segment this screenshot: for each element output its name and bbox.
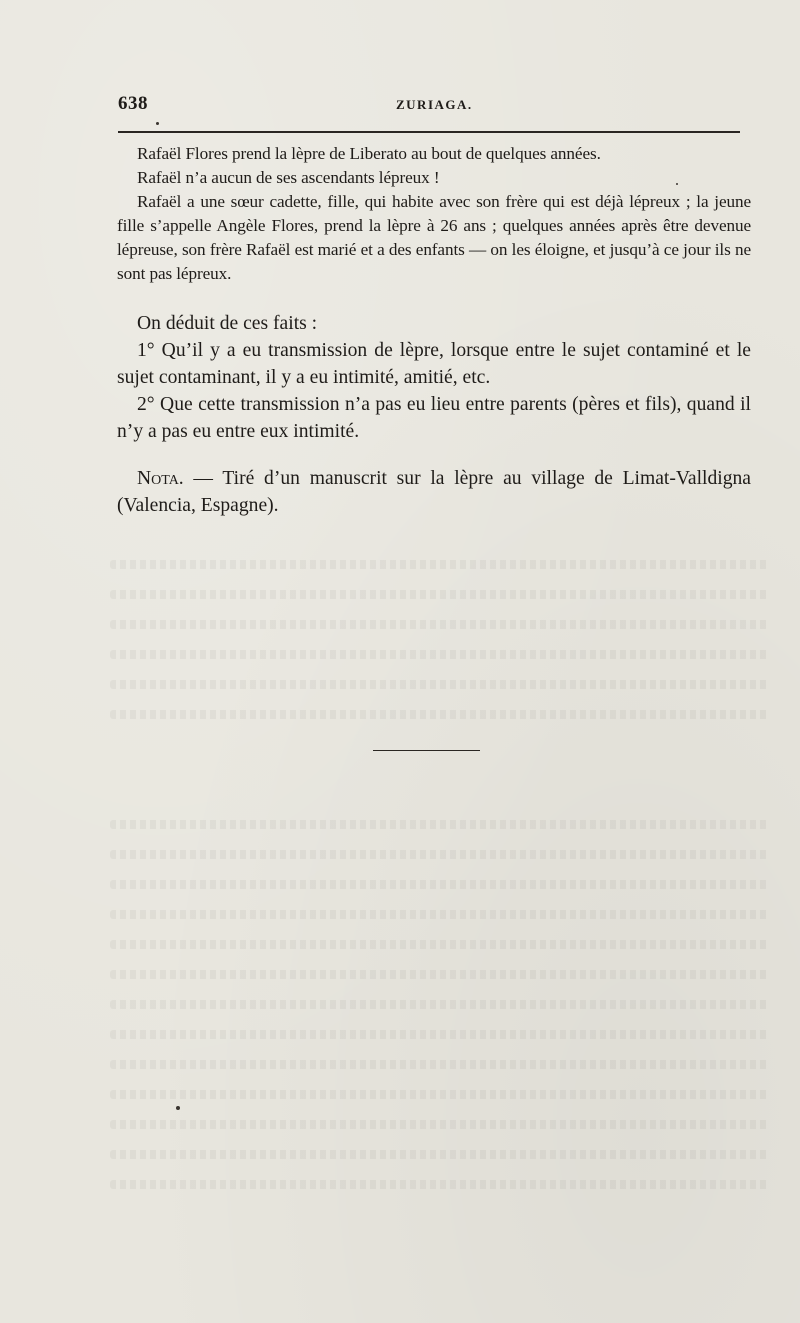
running-header bbox=[118, 93, 738, 115]
ink-speck bbox=[156, 122, 159, 125]
header-rule bbox=[118, 131, 740, 133]
bleed-through-line bbox=[110, 710, 770, 719]
bleed-through-line bbox=[110, 1150, 770, 1159]
section-end-rule bbox=[373, 750, 480, 751]
running-title: ZURIAGA. bbox=[396, 97, 473, 112]
bleed-through-line bbox=[110, 910, 770, 919]
conclusion-item: 2° Que cette transmission n’a pas eu lieu entre parents (pères et fils), quand il n’y a pas eu entre eux intimité. bbox=[117, 394, 751, 442]
nota-paragraph bbox=[117, 465, 751, 519]
case-paragraph: Rafaël Flores prend la lèpre de Liberato au bout de quelques années. bbox=[137, 144, 601, 163]
bleed-through-line bbox=[110, 1090, 770, 1099]
main-text bbox=[117, 142, 751, 519]
case-paragraph: Rafaël n’a aucun de ses ascendants lépreux ! bbox=[137, 168, 440, 187]
bleed-through-line bbox=[110, 970, 770, 979]
bleed-through-line bbox=[110, 680, 770, 689]
bleed-through-line bbox=[110, 560, 770, 569]
bleed-through-line bbox=[110, 620, 770, 629]
bleed-through-line bbox=[110, 820, 770, 829]
bleed-through-line bbox=[110, 590, 770, 599]
bleed-through-line bbox=[110, 940, 770, 949]
bleed-through-line bbox=[110, 1000, 770, 1009]
ink-speck bbox=[176, 1106, 180, 1110]
conclusion-item: 1° Qu’il y a eu transmission de lèpre, lorsque entre le sujet contaminé et le sujet contaminant, il y a eu intimité, amitié, etc. bbox=[117, 340, 751, 388]
bleed-through-line bbox=[110, 1180, 770, 1189]
nota-label: Nota. bbox=[137, 468, 184, 489]
bleed-through-line bbox=[110, 1060, 770, 1069]
bleed-through-line bbox=[110, 650, 770, 659]
nota-text: — Tiré d’un manuscrit sur la lèpre au village de Limat-Valldigna (Valencia, Espagne). bbox=[117, 468, 751, 516]
bleed-through-line bbox=[110, 1030, 770, 1039]
page-number: 638 bbox=[118, 93, 148, 114]
bleed-through-line bbox=[110, 1120, 770, 1129]
case-paragraph: Rafaël a une sœur cadette, fille, qui habite avec son frère qui est déjà lépreux ; la jeune fille s’appelle Angèle Flores, prend la lèpre à 26 ans ; quelques années après être devenue lépreuse, son frère Rafaël est marié et a des enfants — on les éloigne, et jusqu’à ce jour ils ne sont pas lépreux. bbox=[117, 192, 751, 283]
bleed-through-line bbox=[110, 880, 770, 889]
deduction-intro: On déduit de ces faits : bbox=[137, 313, 318, 334]
bleed-through-line bbox=[110, 850, 770, 859]
